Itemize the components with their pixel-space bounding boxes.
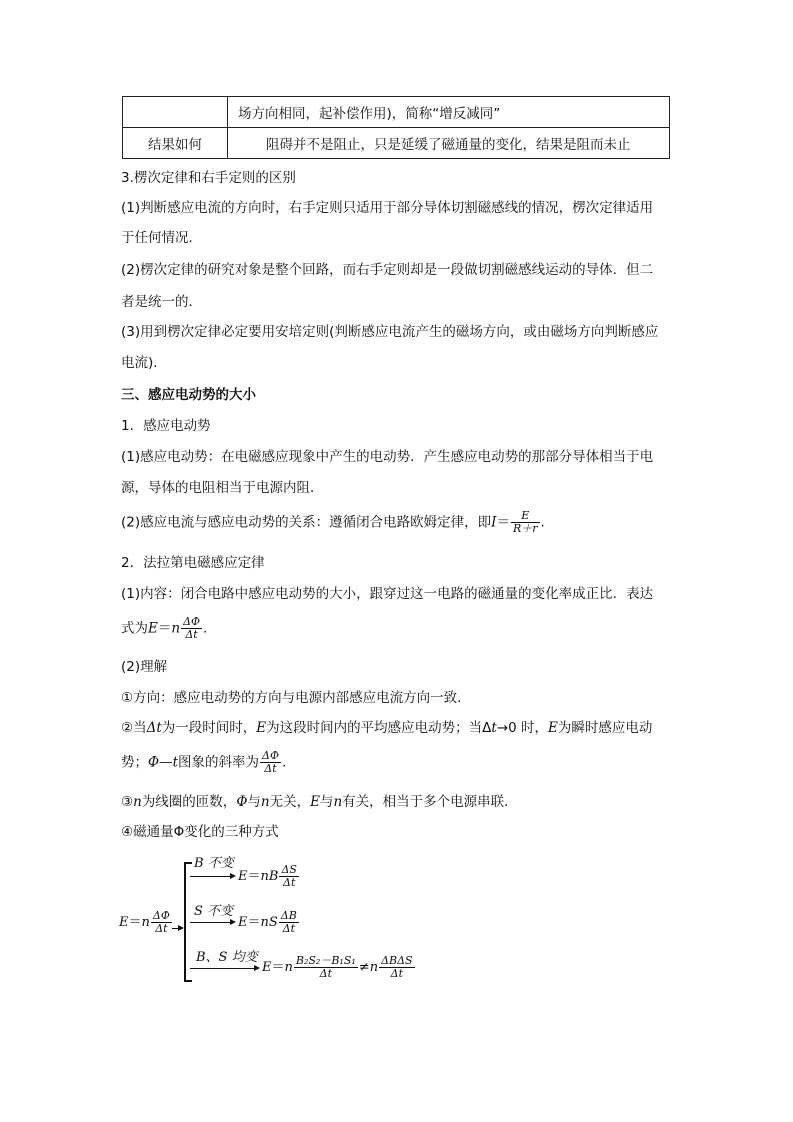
fraction-numerator: B₂S₂－B₁S₁ xyxy=(295,954,356,967)
branch-label: B、S 均变 xyxy=(196,950,258,965)
branch-formula xyxy=(238,910,300,935)
fraction-denominator: Δt xyxy=(319,967,333,980)
subsection-heading: 1．感应电动势 xyxy=(121,418,211,434)
math-symbol: E xyxy=(238,869,248,884)
fraction-denominator: Δt xyxy=(390,967,403,980)
text-run: 图象的斜率为 xyxy=(178,754,259,771)
fraction xyxy=(294,955,358,980)
list-item: ①方向：感应电动势的方向与电源内部感应电流方向一致． xyxy=(121,690,471,706)
math-symbol: n xyxy=(284,960,293,975)
math-symbol: I xyxy=(491,514,497,531)
table-cell: 阻碍并不是阻止，只是延缓了磁通量的变化，结果是阻而未止 xyxy=(228,128,670,159)
fraction-numerator: ΔS xyxy=(281,863,297,876)
math-symbol: ＝ xyxy=(247,869,261,884)
math-symbol: Φ xyxy=(236,794,248,810)
math-symbol: E xyxy=(256,720,267,736)
math-symbol: E xyxy=(148,620,158,637)
arrow-icon xyxy=(190,922,234,923)
math-symbol: n xyxy=(171,620,181,637)
paragraph-line: 源，导体的电阻相当于电源内阻． xyxy=(121,480,324,496)
fraction-denominator: Δt xyxy=(283,876,296,889)
paragraph-line: 于任何情况． xyxy=(121,230,202,246)
faraday-law-line xyxy=(121,616,207,641)
table-row xyxy=(123,128,670,159)
fraction xyxy=(279,910,299,935)
list-item: ④磁通量Φ变化的三种方式 xyxy=(121,824,279,840)
list-item xyxy=(121,792,518,812)
text-run: . xyxy=(281,754,287,771)
text-run: 有关，相当于多个电源串联． xyxy=(342,794,518,810)
ohm-law-line xyxy=(121,510,545,535)
math-symbol: E xyxy=(262,960,272,975)
math-symbol: Δt xyxy=(146,720,162,736)
text-run: 式为 xyxy=(121,620,148,637)
fraction-denominator: R＋r xyxy=(512,522,538,535)
fraction-denominator: Δt xyxy=(282,922,295,935)
math-symbol: ＝ xyxy=(157,620,172,637)
branch-label: B 不变 xyxy=(194,856,234,871)
list-item xyxy=(121,718,652,738)
table-cell: 结果如何 xyxy=(123,128,228,159)
paragraph-line: (1)内容：闭合电路中感应电动势的大小，跟穿过这一电路的磁通量的变化率成正比．表达 xyxy=(121,586,654,602)
paragraph-line: (2)楞次定律的研究对象是整个回路，而右手定则却是一段做切割磁感线运动的导体．但二 xyxy=(121,262,654,278)
text-run: 为一段时间时， xyxy=(161,720,257,736)
fraction-denominator: Δt xyxy=(185,628,198,641)
table-row xyxy=(123,97,670,128)
paragraph-line: 者是统一的． xyxy=(121,294,202,310)
branch-label: S 不变 xyxy=(194,904,234,919)
text-run: 无关， xyxy=(269,794,311,810)
math-symbol: E xyxy=(119,915,129,930)
math-symbol: t xyxy=(491,720,497,736)
text-run: →0 时， xyxy=(496,720,549,736)
math-symbol: n xyxy=(333,794,343,810)
math-symbol: nS xyxy=(260,915,278,930)
section-heading: 3.楞次定律和右手定则的区别 xyxy=(121,170,296,186)
math-symbol: ＝ xyxy=(496,514,510,531)
list-item-continuation xyxy=(121,750,286,775)
math-symbol: E xyxy=(310,794,320,810)
text-run: 与 xyxy=(319,794,334,810)
arrow-icon xyxy=(190,876,234,877)
diagram-lhs xyxy=(119,910,173,935)
fraction-numerator: ΔB xyxy=(280,909,297,922)
text-run: . xyxy=(203,620,208,637)
arrow-icon xyxy=(190,968,258,969)
fraction-numerator: ΔBΔS xyxy=(381,954,413,967)
math-symbol: Φ—t xyxy=(148,754,178,771)
fraction xyxy=(379,955,415,980)
math-symbol: n xyxy=(141,915,150,930)
math-symbol: ＝ xyxy=(271,960,285,975)
text-run: 势； xyxy=(121,754,148,771)
math-symbol: ＝ xyxy=(247,915,261,930)
paragraph-line: (1)判断感应电流的方向时，右手定则只适用于部分导体切割磁感线的情况，楞次定律适用 xyxy=(121,200,654,216)
branch-formula xyxy=(238,864,300,889)
math-symbol: n xyxy=(260,794,270,810)
text-run: 为这段时间内的平均感应电动势；当Δ xyxy=(266,720,492,736)
fraction-denominator: Δt xyxy=(155,922,168,935)
comparison-table xyxy=(122,96,670,159)
fraction-denominator: Δt xyxy=(264,762,277,775)
text-run: (2)感应电流与感应电动势的关系：遵循闭合电路欧姆定律，即 xyxy=(121,514,492,531)
table-cell: 场方向相同，起补偿作用)，简称“增反减同” xyxy=(228,97,670,128)
math-symbol: nB xyxy=(260,869,279,884)
fraction-numerator: ΔΦ xyxy=(183,615,201,628)
text-run: 为线圈的匝数， xyxy=(141,794,237,810)
math-symbol: n xyxy=(133,794,142,810)
text-run: 与 xyxy=(247,794,261,810)
math-symbol: n xyxy=(369,960,379,975)
paragraph-line: (3)用到楞次定律必定要用安培定则(判断感应电流产生的磁场方向，或由磁场方向判断感应 xyxy=(121,324,659,340)
branch-formula xyxy=(262,955,416,980)
math-symbol: ＝ xyxy=(128,915,142,930)
paragraph-line: (1)感应电动势：在电磁感应现象中产生的电动势．产生感应电动势的那部分导体相当于电 xyxy=(121,449,654,465)
math-symbol: ≠ xyxy=(358,960,370,975)
text-run: ②当 xyxy=(121,720,147,736)
math-symbol: E xyxy=(238,915,248,930)
text-run: ③ xyxy=(121,794,134,810)
table-cell xyxy=(123,97,228,128)
fraction xyxy=(279,864,298,889)
fraction-numerator: E xyxy=(511,510,540,523)
arrow-icon xyxy=(172,928,182,929)
section-heading: 三、感应电动势的大小 xyxy=(121,387,256,403)
fraction xyxy=(260,750,281,775)
text-run: 为瞬时感应电动 xyxy=(557,720,653,736)
paragraph-line: 电流)． xyxy=(121,355,167,371)
math-symbol: E xyxy=(548,720,558,736)
fraction-numerator: ΔΦ xyxy=(152,909,170,922)
fraction xyxy=(151,910,172,935)
paragraph-line: (2)理解 xyxy=(121,659,168,675)
subsection-heading: 2．法拉第电磁感应定律 xyxy=(121,555,265,571)
fraction xyxy=(181,616,202,641)
text-run: . xyxy=(540,514,545,531)
fraction xyxy=(511,510,540,535)
fraction-numerator: ΔΦ xyxy=(262,749,279,762)
